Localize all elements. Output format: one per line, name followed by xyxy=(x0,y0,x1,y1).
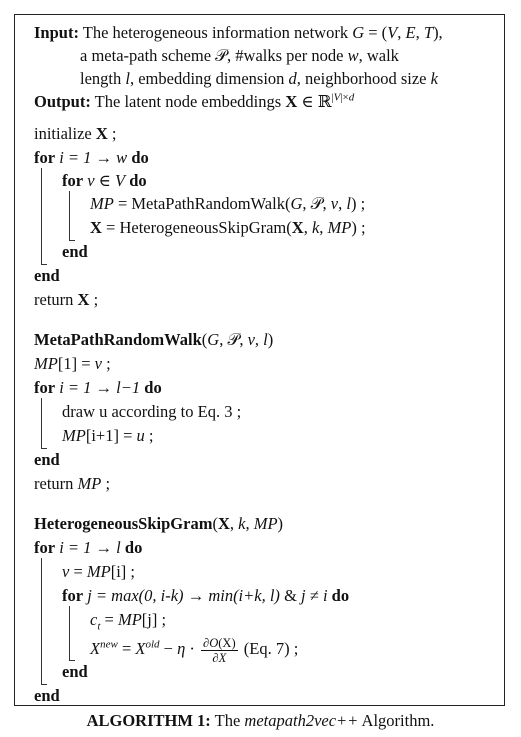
walk-init: MP[1] = v ; xyxy=(34,354,111,373)
skipgram-for-inner: for j = max(0, i-k) → min(i+k, l) & j ≠ i do xyxy=(62,586,350,605)
main-end-outer: end xyxy=(34,266,60,285)
main-walk-call: MP = MetaPathRandomWalk(G, 𝒫, v, l) ; xyxy=(90,194,366,213)
block-line xyxy=(41,558,42,684)
skipgram-ct-assign: $c_t = MP[j]$ ; xyxy=(90,610,167,633)
skipgram-for-outer: for i = 1 → l do xyxy=(34,538,143,557)
input-line-1: Input: The heterogeneous information network G = (V, E, T), xyxy=(34,23,443,42)
block-tick xyxy=(69,240,75,241)
algorithm-caption: ALGORITHM 1: The metapath2vec++ Algorithm. xyxy=(86,711,435,730)
block-line xyxy=(41,168,42,264)
caption-label: ALGORITHM 1: xyxy=(86,711,211,730)
block-line xyxy=(69,191,70,240)
skipgram-end-outer: end xyxy=(34,686,60,705)
main-skipgram-call: X = HeterogeneousSkipGram(X, k, MP) ; xyxy=(90,218,366,237)
block-tick xyxy=(41,264,47,265)
main-return: return X ; xyxy=(34,290,99,309)
gradient-fraction: $\frac{\partial O(X)}{\partial X}$ xyxy=(203,635,236,665)
skipgram-end-inner: end xyxy=(62,662,88,681)
block-line xyxy=(41,398,42,448)
skipgram-update: $X^{new} = X^{old} - \eta$ · $\frac{\partial O(X)}{\partial X}$ (Eq. 7) ; xyxy=(90,635,299,665)
walk-header: MetaPathRandomWalk(G, 𝒫, v, l) xyxy=(34,330,274,349)
walk-assign: MP[i+1] = u ; xyxy=(62,426,154,445)
skipgram-v-assign: v = MP[i] ; xyxy=(62,562,136,581)
walk-end: end xyxy=(34,450,60,469)
block-tick xyxy=(41,684,47,685)
output-line: Output: The latent node embeddings X ∈ ℝ$^{|V|\times d}$ xyxy=(34,91,355,111)
block-line xyxy=(69,606,70,660)
input-line-3: length l, embedding dimension d, neighborhood size k xyxy=(80,69,438,88)
main-init: initialize X ; xyxy=(34,124,117,143)
walk-draw: draw u according to Eq. 3 ; xyxy=(62,402,242,421)
main-end-inner: end xyxy=(62,242,88,261)
walk-for: for i = 1 → l−1 do xyxy=(34,378,162,397)
output-label: Output: xyxy=(34,92,91,111)
input-line-2: a meta-path scheme 𝒫, #walks per node w, walk xyxy=(80,46,399,65)
block-tick xyxy=(41,448,47,449)
main-for-outer: for i = 1 → w do xyxy=(34,148,149,167)
main-for-inner: for v ∈ V do xyxy=(62,171,147,190)
walk-return: return MP ; xyxy=(34,474,111,493)
block-tick xyxy=(69,660,75,661)
input-label: Input: xyxy=(34,23,79,42)
skipgram-header: HeterogeneousSkipGram(X, k, MP) xyxy=(34,514,284,533)
